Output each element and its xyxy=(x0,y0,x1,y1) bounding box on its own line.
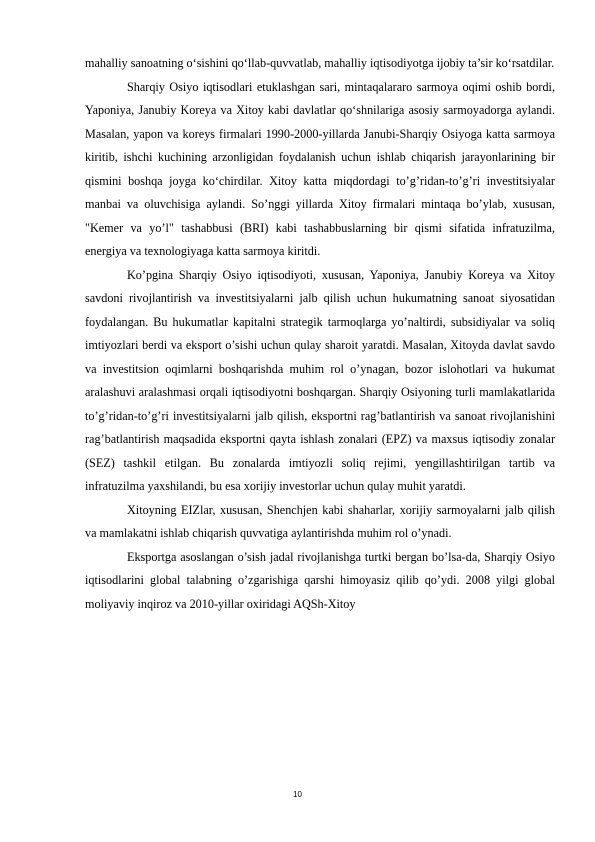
paragraph: Eksportga asoslangan o’sish jadal rivojlanishga turtki bergan bo’lsa-da, Sharqiy Osiyo iqtisodlarini global talabning o’zgarishiga qarshi himoyasiz qilib qo’ydi. 2008 yilgi global moliyaviy inqiroz va 2010-yillar oxiridagi AQSh-Xitoy xyxy=(85,549,555,611)
page-number: 10 xyxy=(293,790,302,799)
paragraph: Xitoyning EIZlar, xususan, Shenchjen kabi shaharlar, xorijiy sarmoyalarni jalb qilish va mamlakatni ishlab chiqarish quvvatiga aylantirishda muhim rol o’ynadi. xyxy=(85,502,555,540)
body-text xyxy=(85,52,555,616)
paragraph-continuation: mahalliy sanoatning o‘sishini qo‘llab-quvvatlab, mahalliy iqtisodiyotga ijobiy ta’sir ko‘rsatdilar. xyxy=(85,56,555,70)
paragraph: Sharqiy Osiyo iqtisodlari etuklashgan sari, mintaqalararo sarmoya oqimi oshib bordi, Yaponiya, Janubiy Koreya va Xitoy kabi davlatlar qo‘shnilariga asosiy sarmoyadorga aylandi. Masalan, yapon va koreys firmalari 1990-2000-yillarda Janubi-Sharqiy Osiyoga katta sarmoya kiritib, ishchi kuchining arzonligidan foydalanish uchun ishlab chiqarish jarayonlarining bir qismini boshqa joyga ko‘chirdilar. Xitoy katta miqdordagi to’g’ridan-to’g’ri investitsiyalar manbai va oluvchisiga aylandi. So’nggi yillarda Xitoy firmalari mintaqa bo’ylab, xususan, "Kemer va yo’l" tashabbusi (BRI) kabi tashabbuslarning bir qismi sifatida infratuzilma, energiya va texnologiyaga katta sarmoya kiritdi. xyxy=(85,79,555,258)
paragraph: Ko’pgina Sharqiy Osiyo iqtisodiyoti, xususan, Yaponiya, Janubiy Koreya va Xitoy savdoni rivojlantirish va investitsiyalarni jalb qilish uchun hukumatning sanoat siyosatidan foydalangan. Bu hukumatlar kapitalni strategik tarmoqlarga yo’naltirdi, subsidiyalar va soliq imtiyozlari berdi va eksport o’sishi uchun qulay sharoit yaratdi. Masalan, Xitoyda davlat savdo va investitsion oqimlarni boshqarishda muhim rol o’ynagan, bozor islohotlari va hukumat aralashuvi aralashmasi orqali iqtisodiyotni boshqargan. Sharqiy Osiyoning turli mamlakatlarida to’g’ridan-to’g’ri investitsiyalarni jalb qilish, eksportni rag’batlantirish va sanoat rivojlanishini rag’batlantirish maqsadida eksportni qayta ishlash zonalari (EPZ) va maxsus iqtisodiy zonalar (SEZ) tashkil etilgan. Bu zonalarda imtiyozli soliq rejimi, yengillashtirilgan tartib va infratuzilma yaxshilandi, bu esa xorijiy investorlar uchun qulay muhit yaratdi. xyxy=(85,267,555,493)
